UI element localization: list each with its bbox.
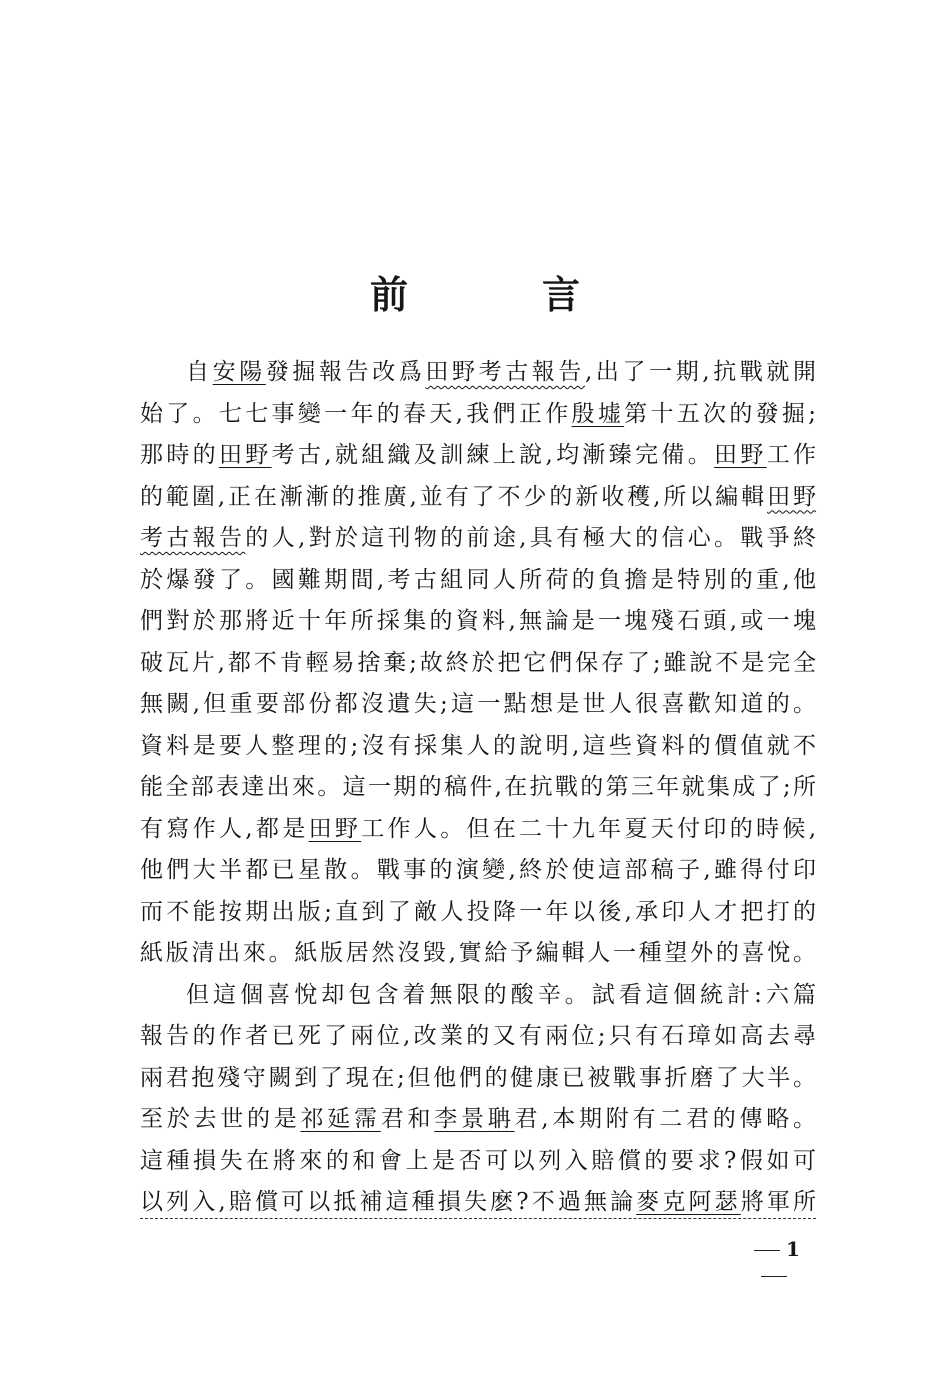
text-line: 考古報告的人,對於這刊物的前途,具有極大的信心。戰爭終 [140,525,817,551]
text-line: 能全部表達出來。這一期的稿件,在抗戰的第三年就集成了;所 [140,774,816,800]
text-line: 那時的田野考古,就組織及訓練上說,均漸臻完備。田野工作 [140,442,817,468]
text-line: 但這個喜悅却包含着無限的酸辛。試看這個統計:六篇 [186,981,816,1008]
text-line: 破瓦片,都不肯輕易捨棄;故終於把它們保存了;雖說不是完全 [140,649,816,676]
text-line: 於爆發了。國難期間,考古組同人所荷的負擔是特別的重,他 [140,566,816,593]
page-dash-left [754,1250,780,1251]
proper-noun: 田野 [218,442,272,468]
text-line: 始了。七七事變一年的春天,我們正作殷墟第十五次的發掘; [140,400,817,427]
body-text [140,352,816,1224]
text-line: 自安陽發掘報告改爲田野考古報告,出了一期,抗戰就開 [186,359,817,385]
text-line: 有寫作人,都是田野工作人。但在二十九年夏天付印的時候, [140,815,817,842]
footer-rule [140,1218,816,1219]
person-name: 麥克阿瑟 [636,1189,741,1215]
text-line: 以列入,賠償可以抵補這種損失麽?不過無論麥克阿瑟將軍所 [140,1189,816,1215]
text-line: 們對於那將近十年所採集的資料,無論是一塊殘石頭,或一塊 [140,608,816,634]
text-line: 而不能按期出版;直到了敵人投降一年以後,承印人才把打的 [140,898,816,925]
text-line: 紙版清出來。紙版居然沒毀,實給予編輯人一種望外的喜悅。 [140,940,816,966]
person-name: 祁延霈 [300,1106,381,1132]
place-name: 殷墟 [571,400,625,427]
person-name: 李景聃 [434,1106,515,1132]
book-title: 田野考古報告 [425,359,585,385]
page-number: 1 [732,1236,816,1288]
place-name: 安陽 [212,359,266,385]
text-line: 報告的作者已死了兩位,改業的又有兩位;只有石璋如高去尋 [140,1023,816,1049]
page-dash-right [761,1276,787,1277]
text-line: 至於去世的是祁延霈君和李景聃君,本期附有二君的傳略。 [140,1106,817,1132]
text-line: 的範圍,正在漸漸的推廣,並有了不少的新收穫,所以編輯田野 [140,483,817,510]
text-line: 這種損失在將來的和會上是否可以列入賠償的要求?假如可 [140,1147,816,1174]
book-title: 考古報告 [140,525,246,551]
text-line: 資料是要人整理的;沒有採集人的說明,這些資料的價值就不 [140,732,816,759]
proper-noun: 田野 [308,815,362,842]
book-title: 田野 [767,483,817,510]
text-line: 他們大半都已星散。戰事的演變,終於使這部稿子,雖得付印 [140,857,816,883]
proper-noun: 田野 [714,442,767,468]
page-title: 前 言 [369,272,628,317]
text-line: 兩君抱殘守闕到了現在;但他們的健康已被戰事折磨了大半。 [140,1064,816,1091]
text-line: 無闕,但重要部份都沒遺失;這一點想是世人很喜歡知道的。 [140,691,816,717]
